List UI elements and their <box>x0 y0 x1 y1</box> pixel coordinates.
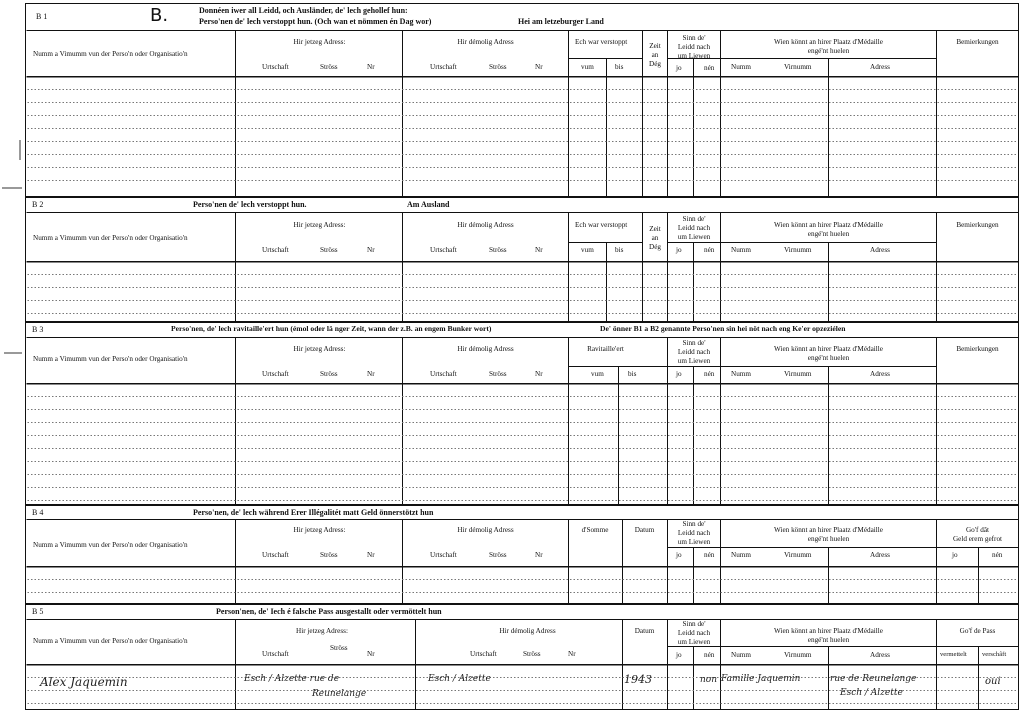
b4-nr-2: Nr <box>535 551 543 559</box>
b4-jo-gof: jo <box>952 551 958 559</box>
b4-stross-2: Ströss <box>489 551 507 559</box>
b1-nr-2: Nr <box>535 63 543 71</box>
b3-current-address: Hir jetzeg Adress: <box>293 345 346 353</box>
b4-stross-1: Ströss <box>320 551 338 559</box>
b3-ortschaft-1: Urtschaft <box>262 370 289 378</box>
b4-sinn-1: Sinn de' <box>682 520 706 528</box>
b2-sinn-1: Sinn de' <box>682 215 706 223</box>
b5-virnumm: Virnumm <box>784 651 812 659</box>
b5-datum: Datum <box>634 627 655 635</box>
b2-demolig-address: Hir démolig Adress <box>457 221 514 229</box>
b5-verschaft: verschâft <box>982 651 1007 658</box>
b2-medal-2: engé'nt huelen <box>807 230 850 238</box>
b1-ortschaft-1: Urtschaft <box>262 63 289 71</box>
b2-current-address: Hir jetzeg Adress: <box>293 221 346 229</box>
b1-virnumm: Virnumm <box>784 63 812 71</box>
b3-stross-1: Ströss <box>320 370 338 378</box>
b1-jo: jo <box>676 64 682 72</box>
b2-virnumm: Virnumm <box>784 246 812 254</box>
b1-demolig-address: Hir démolig Adress <box>457 38 514 46</box>
b3-bemierkungen: Bemierkungen <box>956 345 999 353</box>
b5-entry-medal-addr-1: rue de Reunelange <box>830 674 917 684</box>
b5-stross-2: Ströss <box>523 650 541 658</box>
b2-stross-2: Ströss <box>489 246 507 254</box>
b4-nr-1: Nr <box>367 551 375 559</box>
b4-medal-2: engé'nt huelen <box>807 535 850 543</box>
b4-name-col: Numm a Vimumm vun der Perso'n oder Organisatio'n <box>33 541 188 549</box>
b2-nr-1: Nr <box>367 246 375 254</box>
b1-code: B 1 <box>36 12 48 21</box>
b2-adress: Adress <box>870 246 890 254</box>
b5-entry-gof: oui <box>985 676 1001 687</box>
b1-adress: Adress <box>870 63 890 71</box>
b2-ortschaft-1: Urtschaft <box>262 246 289 254</box>
form-letter: B. <box>150 5 169 26</box>
b5-ortschaft-1: Urtschaft <box>262 650 289 658</box>
b5-current-address: Hir jetzeg Adress: <box>296 627 348 635</box>
b4-medal-1: Wien könnt an hirer Plaatz d'Médaille <box>774 526 883 534</box>
b2-nr-2: Nr <box>535 246 543 254</box>
b3-ortschaft-2: Urtschaft <box>430 370 457 378</box>
b4-virnumm: Virnumm <box>784 551 812 559</box>
b2-name-col: Numm a Vimumm vun der Perso'n oder Organisatio'n <box>33 234 188 242</box>
b5-nen: nén <box>704 651 715 659</box>
b3-jo: jo <box>676 370 682 378</box>
b4-ortschaft-1: Urtschaft <box>262 551 289 559</box>
b5-entry-demolig-addr: Esch / Alzette <box>428 674 491 684</box>
b2-zeit-1: Zeit <box>649 225 661 233</box>
b2-bis: bis <box>615 246 624 254</box>
b3-sinn-1: Sinn de' <box>682 339 706 347</box>
b5-medal-2: engé'nt huelen <box>807 636 850 644</box>
b5-medal-1: Wien könnt an hirer Plaatz d'Médaille <box>774 627 883 635</box>
b4-ortschaft-2: Urtschaft <box>430 551 457 559</box>
b3-bis: bis <box>628 370 637 378</box>
b5-entry-year: 1943 <box>624 673 652 686</box>
b2-bemierkungen: Bemierkungen <box>956 221 999 229</box>
b5-nr-1: Nr <box>367 650 375 658</box>
b1-ech-war: Ech war verstoppt <box>575 38 628 46</box>
b2-medal-1: Wien könnt an hirer Plaatz d'Médaille <box>774 221 883 229</box>
b5-code: B 5 <box>32 607 44 616</box>
b1-zeit-2: an <box>651 51 659 59</box>
b5-entry-name: Alex Jaquemin <box>40 675 128 689</box>
b4-adress: Adress <box>870 551 890 559</box>
b3-sinn-2: Leidd nach <box>677 348 711 356</box>
b1-numm: Numm <box>731 63 751 71</box>
b3-nr-1: Nr <box>367 370 375 378</box>
b3-vum: vum <box>591 370 604 378</box>
b2-title-right: Am Ausland <box>407 200 450 209</box>
b2-zeit-3: Dég <box>649 243 661 251</box>
b1-bis: bis <box>615 63 624 71</box>
b3-nen: nén <box>704 370 715 378</box>
b1-name-col: Numm a Vimumm vun der Perso'n oder Organisatio'n <box>33 50 188 58</box>
b5-nr-2: Nr <box>568 650 576 658</box>
b4-nen: nén <box>704 551 715 559</box>
b5-entry-current-addr-2: Reunelange <box>312 689 367 699</box>
b2-jo: jo <box>676 246 682 254</box>
b4-current-address: Hir jetzeg Adress: <box>293 526 346 534</box>
b3-title-right: De' önner B1 a B2 genannte Perso'nen sin hei nöt nach eng Ke'er opzeziélen <box>600 324 846 333</box>
b5-vermettelt: vermettelt <box>940 651 967 658</box>
b5-sinn-3: um Liewen <box>677 638 711 646</box>
b2-stross-1: Ströss <box>320 246 338 254</box>
b5-sinn-2: Leidd nach <box>677 629 711 637</box>
b4-jo: jo <box>676 551 682 559</box>
b5-numm: Numm <box>731 651 751 659</box>
b5-jo: jo <box>676 651 682 659</box>
b1-sinn-1: Sinn de' <box>682 34 706 42</box>
b1-medal-1: Wien könnt an hirer Plaatz d'Médaille <box>774 38 883 46</box>
b4-demolig-address: Hir démolig Adress <box>457 526 514 534</box>
b3-medal-1: Wien könnt an hirer Plaatz d'Médaille <box>774 345 883 353</box>
b4-numm: Numm <box>731 551 751 559</box>
b5-gof-pass: Go'f de Pass <box>959 627 996 635</box>
b5-entry-medal-addr-2: Esch / Alzette <box>840 688 903 698</box>
b1-nr-1: Nr <box>367 63 375 71</box>
b5-sinn-1: Sinn de' <box>682 620 706 628</box>
b1-ortschaft-2: Urtschaft <box>430 63 457 71</box>
b2-vum: vum <box>581 246 594 254</box>
b3-medal-2: engé'nt huelen <box>807 354 850 362</box>
b1-vum: vum <box>581 63 594 71</box>
b4-gof-1: Go'f dât <box>965 526 990 534</box>
b1-stross-2: Ströss <box>489 63 507 71</box>
b3-nr-2: Nr <box>535 370 543 378</box>
b3-sinn-3: um Liewen <box>677 357 711 365</box>
b1-bemierkungen: Bemierkungen <box>956 38 999 46</box>
b4-title: Perso'nen, de' lech während Erer Illégalitét matt Geld önnerstötzt hun <box>193 508 434 517</box>
b2-sinn-3: um Liewen <box>677 233 711 241</box>
b2-numm: Numm <box>731 246 751 254</box>
b3-title: Perso'nen, de' lech ravitaille'ert hun (émol oder lä nger Zeit, wann der z.B. an engem Bunker wort) <box>171 324 492 333</box>
b1-medal-2: engé'nt huelen <box>807 47 850 55</box>
b4-sinn-2: Leidd nach <box>677 529 711 537</box>
b3-demolig-address: Hir démolig Adress <box>457 345 514 353</box>
b1-title-line2: Perso'nen de' lech verstoppt hun. (Och wan et nömmen én Dag wor) <box>199 17 432 26</box>
b4-sinn-3: um Liewen <box>677 538 711 546</box>
b1-title-right: Hei am letzeburger Land <box>518 17 604 26</box>
b2-sinn-2: Leidd nach <box>677 224 711 232</box>
b1-title-line1: Donnéen iwer all Leidd, och Ausländer, de' lech gehollef hun: <box>199 6 408 15</box>
b3-virnumm: Virnumm <box>784 370 812 378</box>
b1-zeit-1: Zeit <box>649 42 661 50</box>
b4-somme: d'Somme <box>581 526 609 534</box>
b5-adress: Adress <box>870 651 890 659</box>
b5-demolig-address: Hir démolig Adress <box>499 627 556 635</box>
b2-ortschaft-2: Urtschaft <box>430 246 457 254</box>
b4-nen-gof: nén <box>992 551 1003 559</box>
b2-title: Perso'nen de' lech verstoppt hun. <box>193 200 307 209</box>
b1-nen: nén <box>704 64 715 72</box>
b3-adress: Adress <box>870 370 890 378</box>
b3-stross-2: Ströss <box>489 370 507 378</box>
b5-name-col: Numm a Vimumm vun der Perso'n oder Organisatio'n <box>33 637 188 645</box>
b3-name-col: Numm a Vimumm vun der Perso'n oder Organisatio'n <box>33 355 188 363</box>
b3-ravitailleert: Ravitaille'ert <box>587 345 624 353</box>
b5-title: Person'nen, de' Iech é falsche Pass ausgestallt oder vermöttelt hun <box>216 607 442 616</box>
b1-sinn-3: um Liewen <box>677 52 711 60</box>
b1-current-address: Hir jetzeg Adress: <box>293 38 346 46</box>
b1-zeit-3: Dég <box>649 60 661 68</box>
b5-ortschaft-2: Urtschaft <box>470 650 497 658</box>
b3-code: B 3 <box>32 325 44 334</box>
b2-zeit-2: an <box>651 234 659 242</box>
b4-gof-2: Geld erem gefrot <box>952 535 1003 543</box>
b2-ech-war: Ech war verstoppt <box>575 221 628 229</box>
b1-sinn-2: Leidd nach <box>677 43 711 51</box>
b1-stross-1: Ströss <box>320 63 338 71</box>
b5-stross-1: Ströss <box>330 644 348 652</box>
b5-entry-sinn: non <box>700 675 718 685</box>
b2-code: B 2 <box>32 200 44 209</box>
b5-entry-current-addr-1: Esch / Alzette rue de <box>244 674 340 684</box>
b4-code: B 4 <box>32 508 44 517</box>
b2-nen: nén <box>704 246 715 254</box>
b5-entry-medal-name: Famille Jaquemin <box>721 674 801 684</box>
b4-datum: Datum <box>634 526 655 534</box>
b3-numm: Numm <box>731 370 751 378</box>
